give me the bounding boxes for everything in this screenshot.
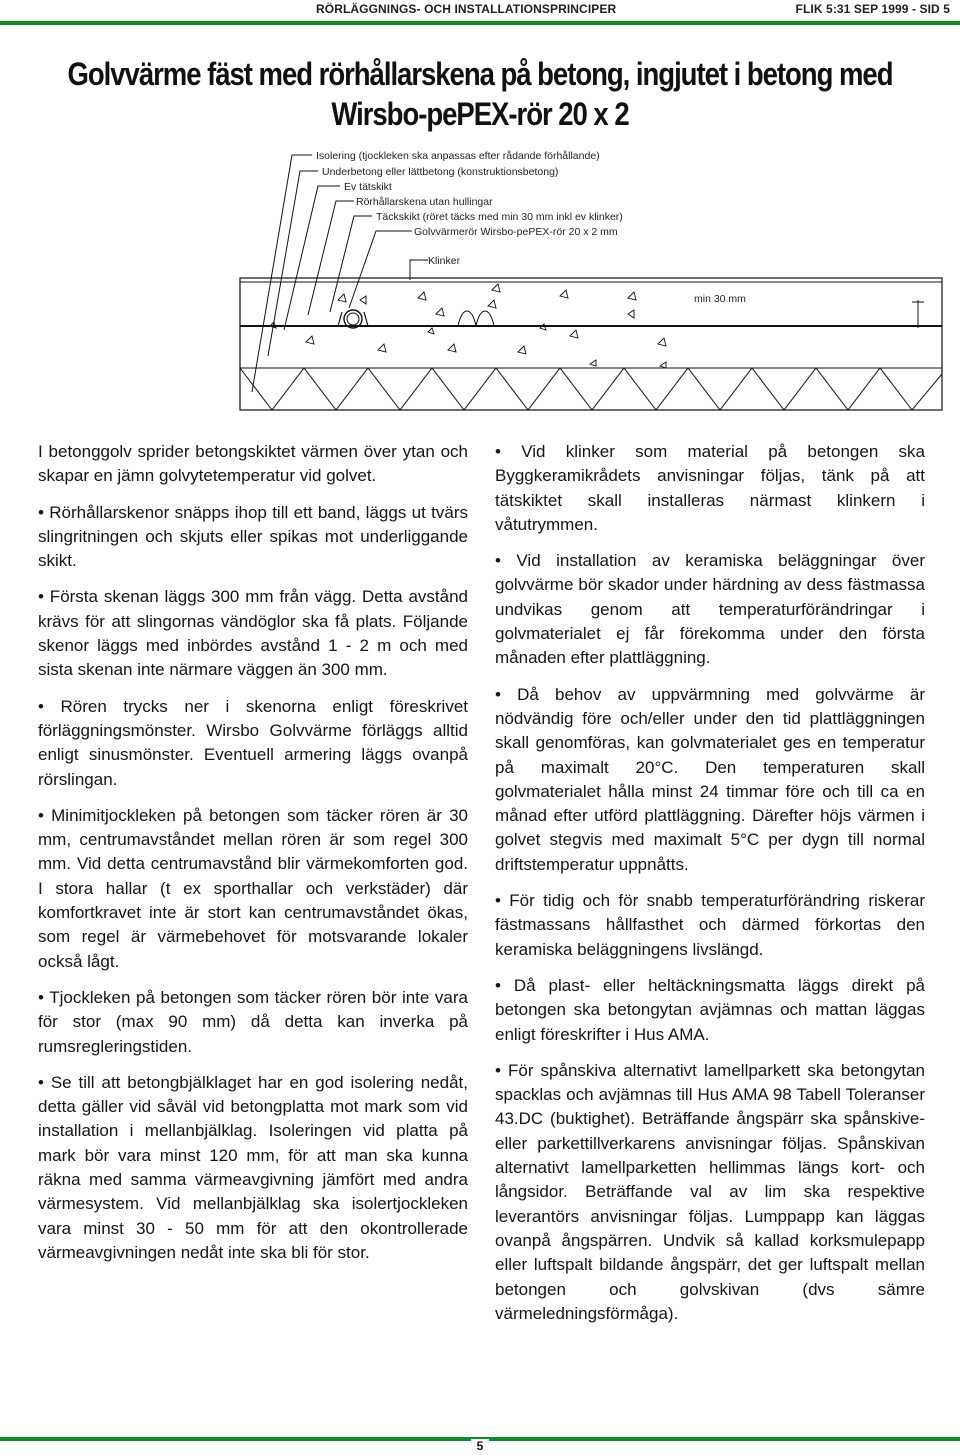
label-cover-layer: Täckskikt (röret täcks med min 30 mm inkl ev klinker) (376, 211, 623, 223)
pipe-rail-clip-second (458, 311, 494, 326)
page-title-line-1: Golvvärme fäst med rörhållarskena på betong, ingjutet i betong med (67, 56, 893, 92)
header-rule (0, 21, 960, 25)
bullet-paragraph: • Första skenan läggs 300 mm från vägg. Detta avstånd krävs för att slingornas vändöglor ska få plats. Följande skenor läggs med inbördes avstånd 1 - 2 m och med sista skenan inte närmare väggen än 300 mm. (38, 587, 468, 680)
bullet-paragraph: • Rörhållarskenor snäpps ihop till ett band, läggs ut tvärs slingritningen och skjuts eller spikas mot underliggande skikt. (38, 502, 468, 571)
bullet-paragraph: • Minimitjockleken på betongen som täcker rören är 30 mm, centrumavståndet mellan rören är som regel 300 mm. Vid detta centrumavstånd blir värmekomforten god. I stora hallar (t ex sporthallar och verkstäder) där komfortkravet inte är stort kan centrumavståndet ökas, som regel är värmebehovet för motsvarande lokaler också lågt. (38, 805, 468, 971)
label-heating-pipe: Golvvärmerör Wirsbo-pePEX-rör 20 x 2 mm (414, 226, 618, 238)
bullet-paragraph: • För spånskiva alternativt lamellparkett ska betongytan spacklas och avjämnas till Hus AMA 98 Tabell Toleranser 43.DC (buktighet). Beträffande ångspärr ska spånskive- eller parkettillverkarens anvisningar följas. Spånskivan alternativt lamellparketten hellimmas längs kort- och långsidor. Beträffande val av lim ska respektive leverantörs anvisningar följas. Lumppapp kan läggas ovanpå ångspärren. Undvik så kallad korksmulepapp eller luftspalt bildande ångspärr, det ger luftspalt mellan betongen och golvskivan (dvs sämre värmeledningsförmåga). (495, 1060, 925, 1323)
dimension-label: min 30 mm (694, 293, 746, 305)
floor-cross-section-diagram (0, 130, 960, 420)
intro-paragraph: I betonggolv sprider betongskiktet värmen över ytan och skapar en jämn golvytetemperatur vid golvet. (38, 442, 468, 486)
left-text-column (38, 440, 468, 1277)
floor-heating-pipe-inner (347, 313, 359, 325)
diagram-leader-lines (252, 155, 428, 392)
insulation-zigzag (240, 368, 942, 410)
page-number (0, 1437, 960, 1455)
dimension-marker (912, 300, 924, 328)
label-insulation: Isolering (tjockleken ska anpassas efter rådande förhållande) (316, 150, 600, 162)
label-sealing-layer: Ev tätskikt (344, 181, 392, 193)
page-title-line-2: Wirsbo-pePEX-rör 20 x 2 (331, 96, 629, 132)
page-number-text: 5 (471, 1439, 490, 1453)
header-section-title: RÖRLÄGGNINGS- OCH INSTALLATIONSPRINCIPER (316, 2, 617, 16)
bullet-paragraph: • Vid installation av keramiska beläggningar över golvvärme bör skador under härdning av dess fästmassa undvikas genom att temperaturförändringar i golvmaterialet ej får förekomma under den första månaden efter plattläggning. (495, 551, 925, 668)
label-clinker: Klinker (428, 255, 461, 267)
bullet-paragraph: • Se till att betongbjälklaget har en god isolering nedåt, detta gäller vid såväl vid betongplatta mot mark som vid installation i mellanbjälklag. Isoleringen vid platta på mark bör vara minst 120 mm, för att man ska kunna räkna med samma värmeavgivning jämfört med andra värmesystem. Vid mellanbjälklag ska isolertjockleken vara minst 30 - 50 mm för att den okontrollerade värmeavgivningen nedåt inte ska bli för stor. (38, 1072, 468, 1262)
label-sub-concrete: Underbetong eller lättbetong (konstruktionsbetong) (322, 166, 559, 178)
bullet-paragraph: • För tidig och för snabb temperaturförändring riskerar fästmassans hållfasthet och därmed förkortas den keramiska beläggningens livslängd. (495, 891, 925, 959)
header-page-reference: FLIK 5:31 SEP 1999 - SID 5 (795, 2, 950, 16)
bullet-paragraph: • Då behov av uppvärmning med golvvärme är nödvändig före och/eller under den tid plattläggningen skall genomföras, kan golvmaterialet ges en temperatur på maximalt 20°C. Den temperaturen skall golvmaterialet hålla minst 24 timmar före och till ca en månad efter utförd plattläggning. Därefter höjs värmen i golvet stegvis med maximalt 5°C per dygn till normal driftstemperatur uppnåtts. (495, 684, 925, 874)
bullet-paragraph: • Rören trycks ner i skenorna enligt föreskrivet förläggningsmönster. Wirsbo Golvvärme förläggs alltid enligt sinusmönster. Eventuell armering läggs ovanpå rörslingan. (38, 696, 468, 789)
pipe-rail-clip (338, 312, 368, 326)
label-pipe-rail: Rörhållarskena utan hullingar (356, 196, 493, 208)
right-text-column (495, 440, 925, 1338)
bullet-paragraph: • Vid klinker som material på betongen ska Byggkeramikrådets anvisningar följas, tänk på att tätskiktet skall installeras närmast klinkern i våtutrymmen. (495, 442, 925, 534)
bullet-paragraph: • Då plast- eller heltäckningsmatta läggs direkt på betongen ska betongytan avjämnas och mattan läggas enligt föreskrifter i Hus AMA. (495, 975, 925, 1044)
bullet-paragraph: • Tjockleken på betongen som täcker rören bör inte vara för stor (max 90 mm) då detta kan inverka på rumsregleringstiden. (38, 987, 468, 1056)
